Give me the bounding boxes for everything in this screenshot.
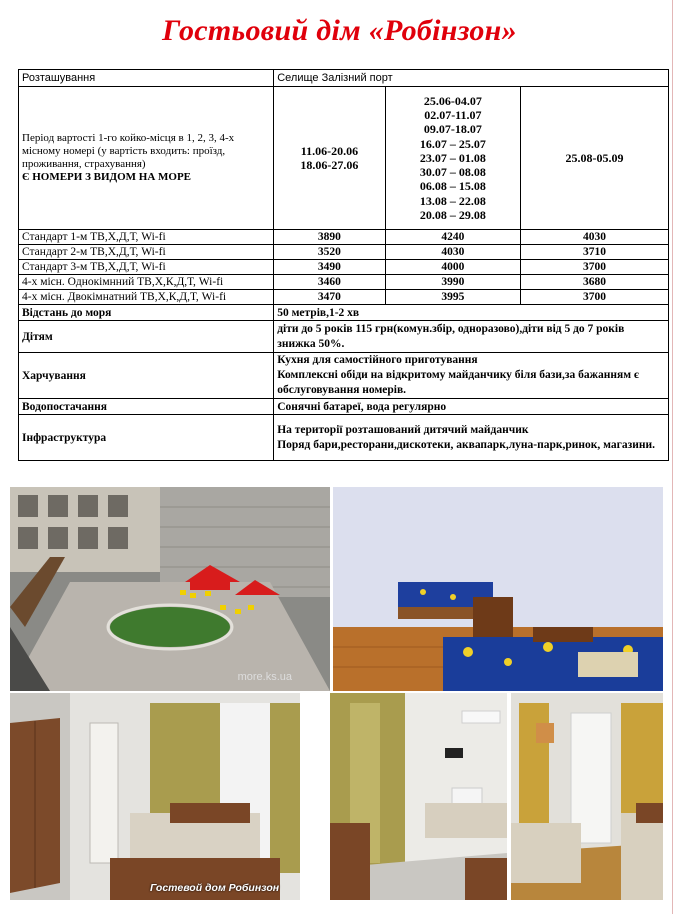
- watermark: more.ks.ua: [237, 671, 292, 683]
- room-type: Стандарт 1-м ТВ,Х,Д,Т, Wi-fi: [19, 230, 274, 245]
- infra-value: [274, 415, 669, 461]
- period-date: 25.08-05.09: [565, 151, 624, 165]
- sea-view-note: Є НОМЕРИ З ВИДОМ НА МОРЕ: [22, 171, 192, 183]
- period-col3: [521, 87, 669, 230]
- food-line: Кухня для самостійного приготування: [277, 354, 478, 366]
- price-cell: 4030: [385, 245, 520, 260]
- period-date: 09.07-18.07: [423, 122, 482, 137]
- price-cell: 3470: [274, 290, 385, 305]
- price-cell: 3490: [274, 260, 385, 275]
- period-col1: [274, 87, 385, 230]
- infra-label: Інфраструктура: [19, 415, 274, 461]
- price-row: [19, 260, 669, 275]
- water-row: [19, 399, 669, 415]
- bedroom-photo: [333, 487, 663, 691]
- price-cell: 4240: [385, 230, 520, 245]
- price-cell: 3890: [274, 230, 385, 245]
- price-cell: 3710: [521, 245, 669, 260]
- food-value: [274, 353, 669, 399]
- location-value: Селище Залізний порт: [274, 70, 669, 87]
- period-date: 16.07 – 25.07: [419, 136, 486, 151]
- sea-distance-value: 50 метрів,1-2 хв: [274, 305, 669, 321]
- period-col2: [385, 87, 520, 230]
- price-cell: 4030: [521, 230, 669, 245]
- period-label: Період вартості 1-го койко-місця в 1, 2, 3, 4-х місному номері (у вартість входить: проїзд, проживання, страхування): [22, 132, 235, 170]
- location-row: [19, 70, 669, 87]
- period-date: 23.07 – 01.08: [419, 150, 486, 165]
- room-type: 4-х місн. Двокімнатний ТВ,Х,К,Д,Т, Wi-fi: [19, 290, 274, 305]
- sea-distance-row: [19, 305, 669, 321]
- period-date: 30.07 – 08.08: [419, 165, 486, 180]
- period-label-cell: [19, 87, 274, 230]
- page-right-border: [672, 0, 673, 914]
- food-label: Харчування: [19, 353, 274, 399]
- price-cell: 4000: [385, 260, 520, 275]
- kids-label: Дітям: [19, 321, 274, 353]
- infra-line: На території розташований дитячий майданчик: [277, 423, 529, 436]
- period-date: 06.08 – 15.08: [419, 179, 486, 194]
- period-date: 25.06-04.07: [423, 93, 482, 108]
- price-cell: 3995: [385, 290, 520, 305]
- period-date: 02.07-11.07: [424, 107, 482, 122]
- price-cell: 3990: [385, 275, 520, 290]
- period-date: 13.08 – 22.08: [419, 193, 486, 208]
- room-ac-photo: [330, 693, 507, 900]
- room-type: 4-х місн. Однокімнний ТВ,Х,К,Д,Т, Wi-fi: [19, 275, 274, 290]
- period-date: 20.08 – 29.08: [419, 208, 486, 223]
- period-row: [19, 87, 669, 230]
- courtyard-photo: [10, 487, 330, 691]
- page-title: Гостьовий дім «Робінзон»: [162, 14, 517, 47]
- period-date: 11.06-20.06: [300, 144, 359, 158]
- food-row: [19, 353, 669, 399]
- food-line: Комплексні обіди на відкритому майданчику біля бази,за бажанням є обслуговування номерів.: [277, 369, 639, 396]
- infra-row: [19, 415, 669, 461]
- price-table: [18, 69, 669, 461]
- kids-value: діти до 5 років 115 грн(комун.збір, одноразово),діти від 5 до 7 років знижка 50%.: [274, 321, 669, 353]
- water-value: Сонячні батареї, вода регулярно: [274, 399, 669, 415]
- location-label: Розташування: [19, 70, 274, 87]
- price-cell: 3460: [274, 275, 385, 290]
- room-type: Стандарт 2-м ТВ,Х,Д,Т, Wi-fi: [19, 245, 274, 260]
- price-row: [19, 290, 669, 305]
- photo-caption: Гостевой дом Робинзон: [150, 882, 280, 894]
- price-cell: 3680: [521, 275, 669, 290]
- price-cell: 3700: [521, 290, 669, 305]
- price-cell: 3700: [521, 260, 669, 275]
- room-type: Стандарт 3-м ТВ,Х,Д,Т, Wi-fi: [19, 260, 274, 275]
- room-wardrobe-photo: [10, 693, 300, 900]
- infra-line: Поряд бари,ресторани,дискотеки, аквапарк,луна-парк,ринок, магазини.: [277, 438, 656, 451]
- price-row: [19, 245, 669, 260]
- sea-distance-label: Відстань до моря: [19, 305, 274, 321]
- room-balcony-photo: [511, 693, 663, 900]
- water-label: Водопостачання: [19, 399, 274, 415]
- price-cell: 3520: [274, 245, 385, 260]
- kids-row: [19, 321, 669, 353]
- price-row: [19, 275, 669, 290]
- period-date: 18.06-27.06: [300, 158, 359, 172]
- price-row: [19, 230, 669, 245]
